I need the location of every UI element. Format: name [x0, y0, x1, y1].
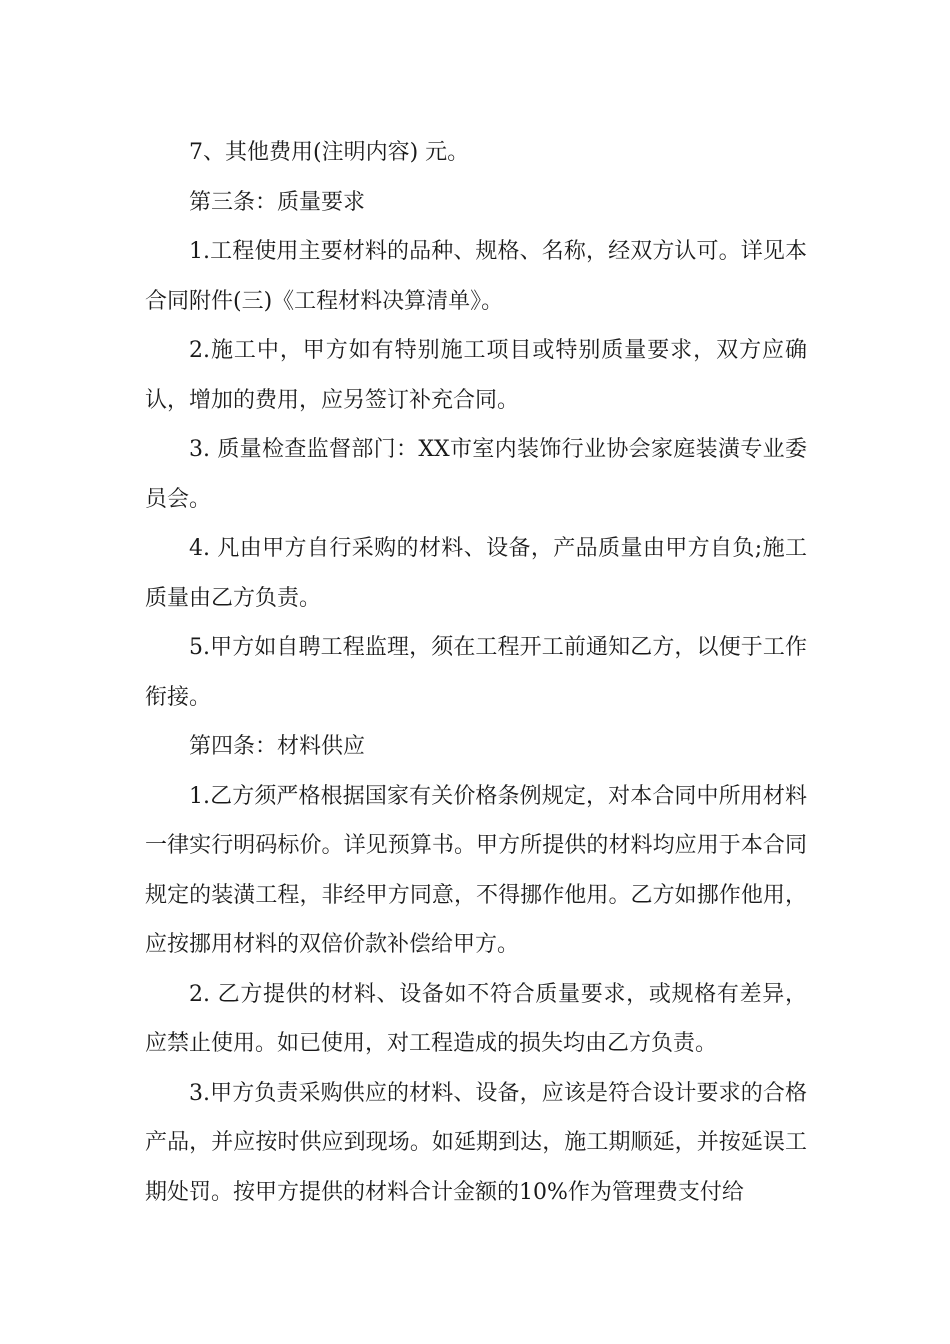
paragraph-quality-4: 4. 凡由甲方自行采购的材料、设备，产品质量由甲方自负;施工质量由乙方负责。	[145, 536, 807, 611]
paragraph-other-fees: 7、其他费用(注明内容) 元。	[189, 140, 470, 165]
paragraph-materials-2: 2. 乙方提供的材料、设备如不符合质量要求，或规格有差异，应禁止使用。如已使用，对工程造成的损失均由乙方负责。	[145, 981, 807, 1056]
paragraph-materials-1: 1.乙方须严格根据国家有关价格条例规定，对本合同中所用材料一律实行明码标价。详见预算书。甲方所提供的材料均应用于本合同规定的装潢工程，非经甲方同意，不得挪作他用。乙方如挪作他用，应按挪用材料的双倍价款补偿给甲方。	[145, 783, 807, 957]
paragraph-quality-5: 5.甲方如自聘工程监理，须在工程开工前通知乙方，以便于工作衔接。	[145, 635, 807, 710]
paragraph-materials-3: 3.甲方负责采购供应的材料、设备，应该是符合设计要求的合格产品，并应按时供应到现场。如延期到达，施工期顺延，并按延误工期处罚。按甲方提供的材料合计金额的10%作为管理费支付给	[145, 1080, 807, 1205]
document-body	[145, 128, 807, 1217]
paragraph-quality-3: 3. 质量检查监督部门：XX市室内装饰行业协会家庭装潢专业委员会。	[145, 437, 807, 512]
paragraph-quality-2: 2.施工中，甲方如有特别施工项目或特别质量要求，双方应确认，增加的费用，应另签订补充合同。	[145, 338, 807, 413]
paragraph-quality-1: 1.工程使用主要材料的品种、规格、名称，经双方认可。详见本合同附件(三)《工程材料决算清单》。	[145, 239, 807, 314]
heading-article-3-quality: 第三条：质量要求	[189, 189, 366, 215]
heading-article-4-materials: 第四条：材料供应	[189, 734, 366, 759]
